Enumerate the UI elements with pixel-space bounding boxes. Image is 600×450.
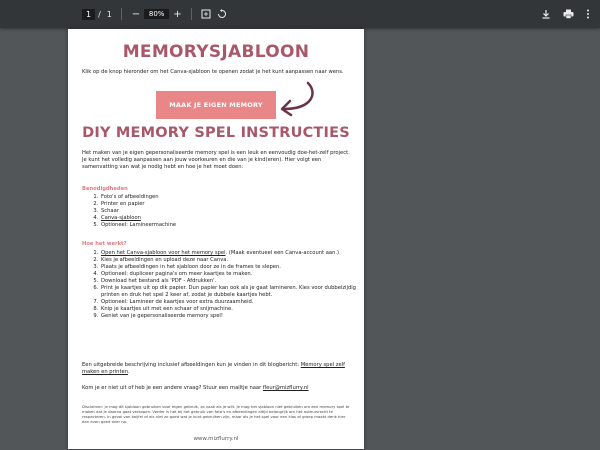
list-item bbox=[100, 250, 364, 257]
toolbar-divider bbox=[121, 8, 122, 20]
howto-heading: Hoe het werkt? bbox=[82, 241, 127, 247]
fit-page-icon bbox=[201, 9, 211, 19]
more-options-button[interactable] bbox=[580, 6, 596, 22]
zoom-level-input[interactable]: 80% bbox=[144, 9, 170, 19]
list-item: 2. Kies je afbeeldingen en upload deze naar Canva. bbox=[100, 257, 364, 264]
blog-link[interactable]: Memory spel zelf maken en printen bbox=[82, 362, 345, 375]
page-number-input[interactable]: 1 bbox=[82, 9, 95, 20]
open-template-link[interactable]: Open het Canva-sjabloon voor het memory spel bbox=[101, 250, 226, 256]
page-total: 1 bbox=[106, 9, 112, 19]
list-item: 1. Foto's of afbeeldingen bbox=[100, 194, 364, 201]
list-item: 7. Optioneel: Lamineer de kaartjes voor extra duurzaamheid. bbox=[100, 299, 364, 306]
blog-text: Een uitgebreide beschrijving inclusief afbeeldingen kun je vinden in dit blogbericht: bbox=[82, 362, 301, 368]
rotate-button[interactable] bbox=[214, 6, 230, 22]
list-item: 9. Geniet van je gepersonaliseerde memory spel! bbox=[100, 313, 364, 320]
disclaimer-text: Disclaimer: je mag dit sjabloon gebruiken voor eigen gebruik, zo vaak als je wilt. Je mag het sjabloon niet gebruiken om een memory spel te maken dat je daarna gaat verkopen. Verder is het bij het gebruik van foto's en afbeeldingen altijd belangrijk om het auteursrecht te respecteren. In geval van twijfel of als niet zo goed wat je kunt gebruiken zijn, maar als je het spel voor een klas of groep maakt denk hier dan even goed over na. bbox=[82, 404, 350, 424]
intro-text: Klik op de knop hieronder om het Canva-sjabloon te openen zodat je het kunt aanpassen naar wens. bbox=[82, 69, 344, 75]
footer-website: www.mizflurry.nl bbox=[193, 436, 239, 442]
fit-to-page-button[interactable] bbox=[198, 6, 214, 22]
contact-text: Kom je er niet uit of heb je een andere vraag? Stuur een mailtje naar bbox=[82, 385, 263, 391]
list-item: 5. Download het bestand als 'PDF - Afdrukken'. bbox=[100, 278, 364, 285]
materials-list bbox=[82, 194, 364, 229]
list-item: 3. Plaats je afbeeldingen in het sjabloon door ze in de frames te slepen. bbox=[100, 264, 364, 271]
blog-end: . bbox=[127, 369, 130, 375]
pdf-page bbox=[68, 29, 364, 449]
toolbar-actions bbox=[538, 0, 596, 28]
download-icon bbox=[541, 9, 551, 19]
zoom-out-button[interactable]: − bbox=[131, 8, 141, 20]
rotate-icon bbox=[217, 9, 227, 19]
pdf-toolbar bbox=[0, 0, 600, 28]
list-item: 3. Schaar bbox=[100, 208, 364, 215]
list-item: 5. Optioneel: Lamineermachine bbox=[100, 222, 364, 229]
description-text: Het maken van je eigen gepersonaliseerde memory spel is een leuk en eenvoudig doe-het-zelf project. Je kunt het volledig aanpassen aan jouw voorkeuren en die van je kind(eren). Hier volgt een samenvatting van wat je nodig hebt en hoe je het moet doen: bbox=[82, 150, 350, 170]
materials-heading: Benodigdheden bbox=[82, 186, 128, 192]
print-button[interactable] bbox=[560, 6, 576, 22]
create-memory-button[interactable]: MAAK JE EIGEN MEMORY bbox=[156, 91, 276, 119]
hand-drawn-arrow-icon bbox=[278, 79, 318, 119]
list-item: 4. Optioneel: dupliceer pagina's om meer kaartjes te maken. bbox=[100, 271, 364, 278]
list-item: 2. Printer en papier bbox=[100, 201, 364, 208]
steps-list bbox=[82, 250, 364, 320]
document-title: MEMORYSJABLOON bbox=[122, 42, 310, 62]
contact-email-link[interactable]: fleur@mizflurry.nl bbox=[262, 385, 309, 391]
page-navigation bbox=[82, 0, 230, 28]
contact-paragraph bbox=[82, 385, 354, 392]
blog-paragraph bbox=[82, 362, 354, 376]
print-icon bbox=[563, 9, 574, 19]
download-button[interactable] bbox=[538, 6, 554, 22]
page-separator: / bbox=[98, 9, 101, 19]
list-item: 6. Print je kaartjes uit op dik papier. Dun papier kan ook als je gaat lamineren. Kies voor dubbelzijdig printen en druk het spel 2 keer af, zodat je dubbele kaartjes hebt. bbox=[100, 285, 364, 299]
toolbar-divider bbox=[191, 8, 192, 20]
zoom-in-button[interactable]: + bbox=[173, 8, 182, 20]
list-item: 8. Knip je kaartjes uit met een schaar of snijmachine. bbox=[100, 306, 364, 313]
instructions-heading: DIY MEMORY SPEL INSTRUCTIES bbox=[82, 125, 350, 141]
canva-template-link[interactable]: 4. Canva-sjabloon bbox=[100, 215, 364, 222]
more-vert-icon bbox=[586, 9, 590, 19]
step-text: . (Maak eventueel een Canva-account aan.) bbox=[225, 250, 340, 256]
